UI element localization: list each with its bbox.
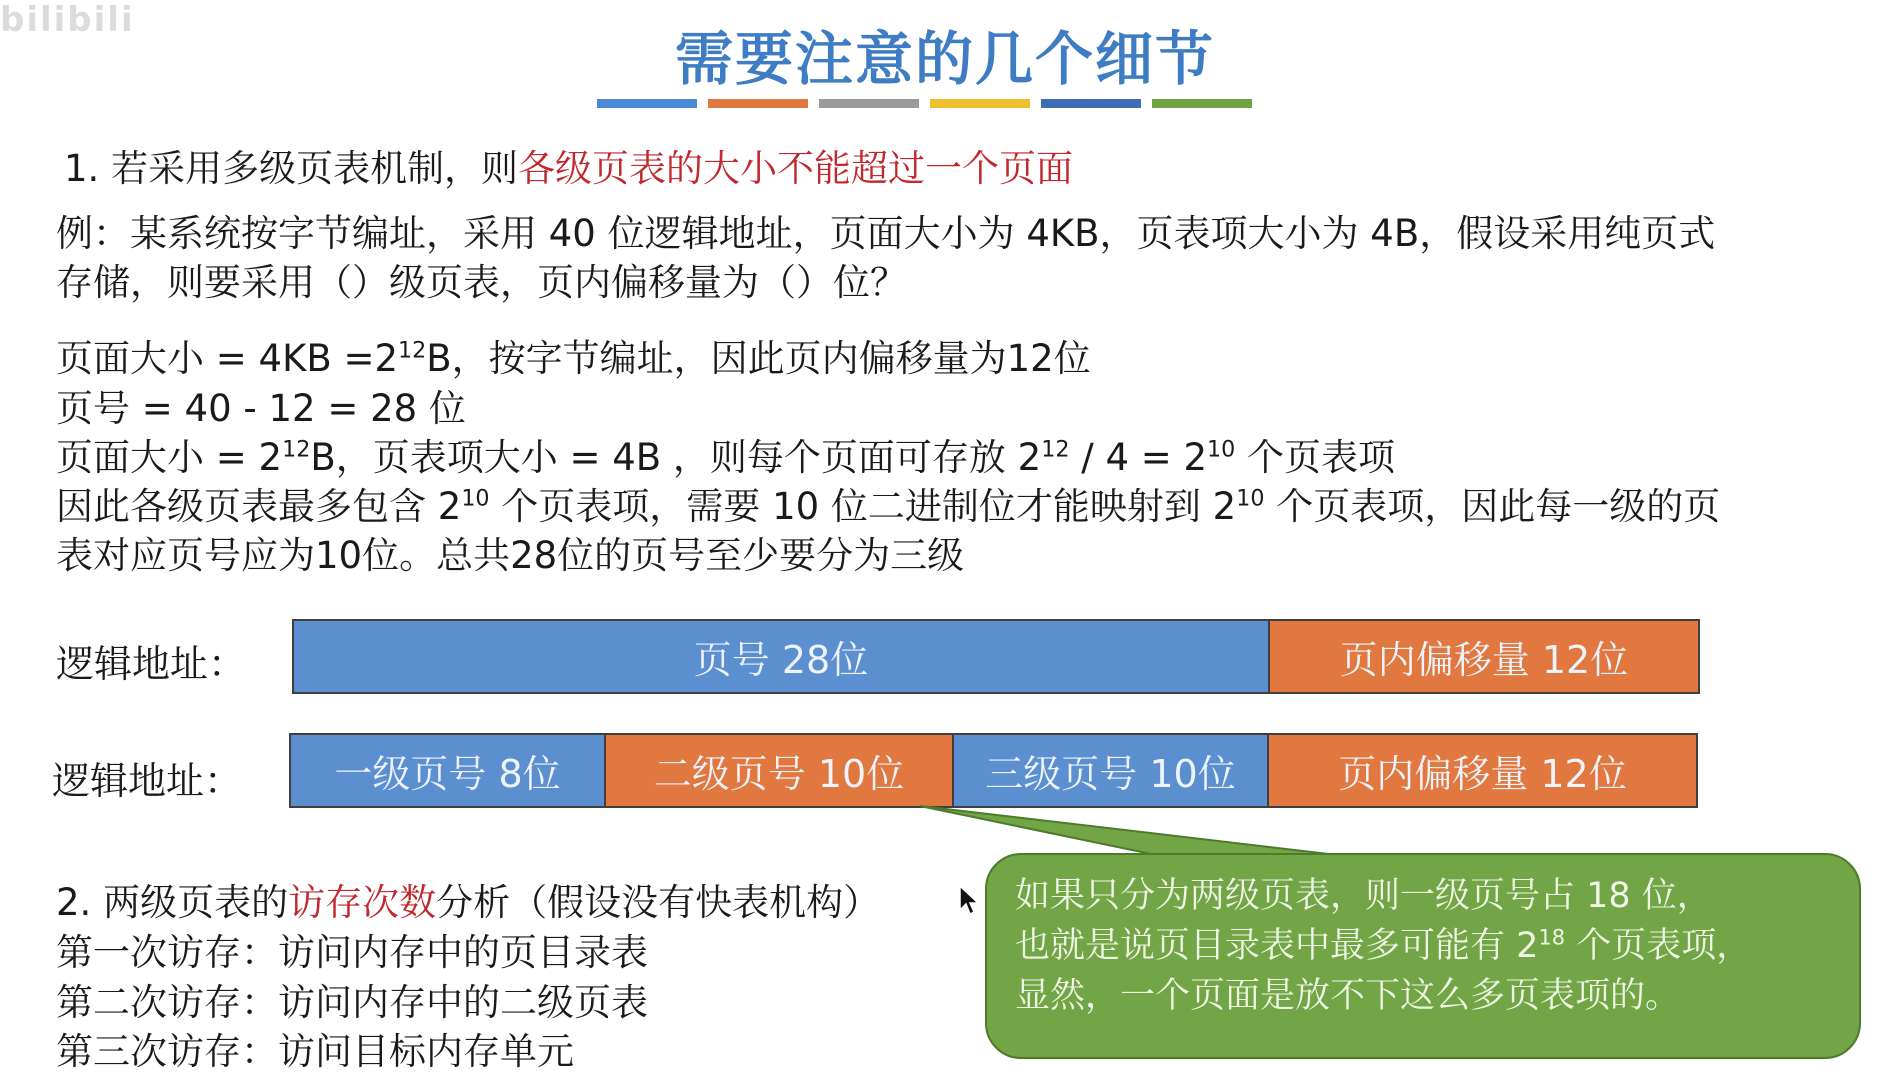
callout-line-2 — [1015, 921, 1839, 971]
point2-suffix: 分析（假设没有快表机构） — [436, 881, 881, 924]
solution-line-5: 表对应页号应为10位。总共28位的页号至少要分为三级 — [56, 534, 965, 577]
callout-pointer-shape — [920, 806, 1380, 860]
point1-prefix: 1. 若采用多级页表机制，则 — [64, 147, 519, 190]
access-3: 第三次访存：访问目标内存单元 — [56, 1030, 574, 1073]
addr1-label: 逻辑地址： — [56, 642, 247, 686]
s3-a: 页面大小 = 2 — [56, 436, 283, 479]
example-line-2: 存储，则要采用（）级页表，页内偏移量为（）位？ — [56, 261, 907, 304]
s4-a: 因此各级页表最多包含 2 — [56, 485, 462, 528]
addr2-level1: 一级页号 8位 — [289, 733, 606, 808]
callout-line-2a: 也就是说页目录表中最多可能有 2 — [1015, 926, 1539, 966]
example-line-1: 例：某系统按字节编址，采用 40 位逻辑地址，页面大小为 4KB，页表项大小为 4B，假设采用纯页式 — [56, 212, 1716, 255]
s3-sup2: 12 — [1041, 436, 1070, 463]
addr1-offset: 页内偏移量 12位 — [1268, 619, 1700, 694]
s3-c: / 4 = 2 — [1069, 436, 1208, 479]
s4-c: 个页表项，因此每一级的页 — [1264, 485, 1721, 528]
callout-sup: 18 — [1538, 925, 1566, 950]
addr2-level2: 二级页号 10位 — [604, 733, 954, 808]
s1-a: 页面大小 = 4KB =2 — [56, 337, 399, 380]
point2-prefix: 2. 两级页表的 — [56, 881, 289, 924]
bilibili-logo: bilibili — [0, 0, 135, 40]
s3-d: 个页表项 — [1235, 436, 1396, 479]
addr2-label: 逻辑地址： — [52, 759, 243, 803]
s3-sup3: 10 — [1207, 436, 1236, 463]
solution-line-2: 页号 = 40 - 12 = 28 位 — [56, 387, 466, 430]
addr2-offset: 页内偏移量 12位 — [1267, 733, 1698, 808]
s3-sup1: 12 — [282, 436, 311, 463]
callout-line-1: 如果只分为两级页表，则一级页号占 18 位， — [1015, 876, 1712, 916]
point1-highlight: 各级页表的大小不能超过一个页面 — [518, 147, 1074, 190]
s4-sup2: 10 — [1236, 485, 1265, 512]
addr2-level3: 三级页号 10位 — [952, 733, 1269, 808]
callout-line-3: 显然，一个页面是放不下这么多页表项的。 — [1015, 976, 1681, 1016]
access-2: 第二次访存：访问内存中的二级页表 — [56, 981, 648, 1024]
callout-line-2b: 个页表项， — [1565, 926, 1752, 966]
addr1-page-number: 页号 28位 — [292, 619, 1270, 694]
access-1: 第一次访存：访问内存中的页目录表 — [56, 931, 648, 974]
s4-b: 个页表项，需要 10 位二进制位才能映射到 2 — [489, 485, 1237, 528]
s4-sup1: 10 — [461, 485, 490, 512]
s1-sup: 12 — [398, 337, 427, 364]
s1-b: B，按字节编址，因此页内偏移量为12位 — [426, 337, 1091, 380]
point2-highlight: 访存次数 — [288, 881, 437, 924]
mouse-cursor-icon — [958, 884, 980, 916]
callout-bubble — [985, 853, 1861, 1059]
slide-title: 需要注意的几个细节 — [674, 25, 1215, 93]
point2-heading — [56, 880, 880, 926]
s3-b: B，页表项大小 = 4B ，则每个页面可存放 2 — [310, 436, 1042, 479]
